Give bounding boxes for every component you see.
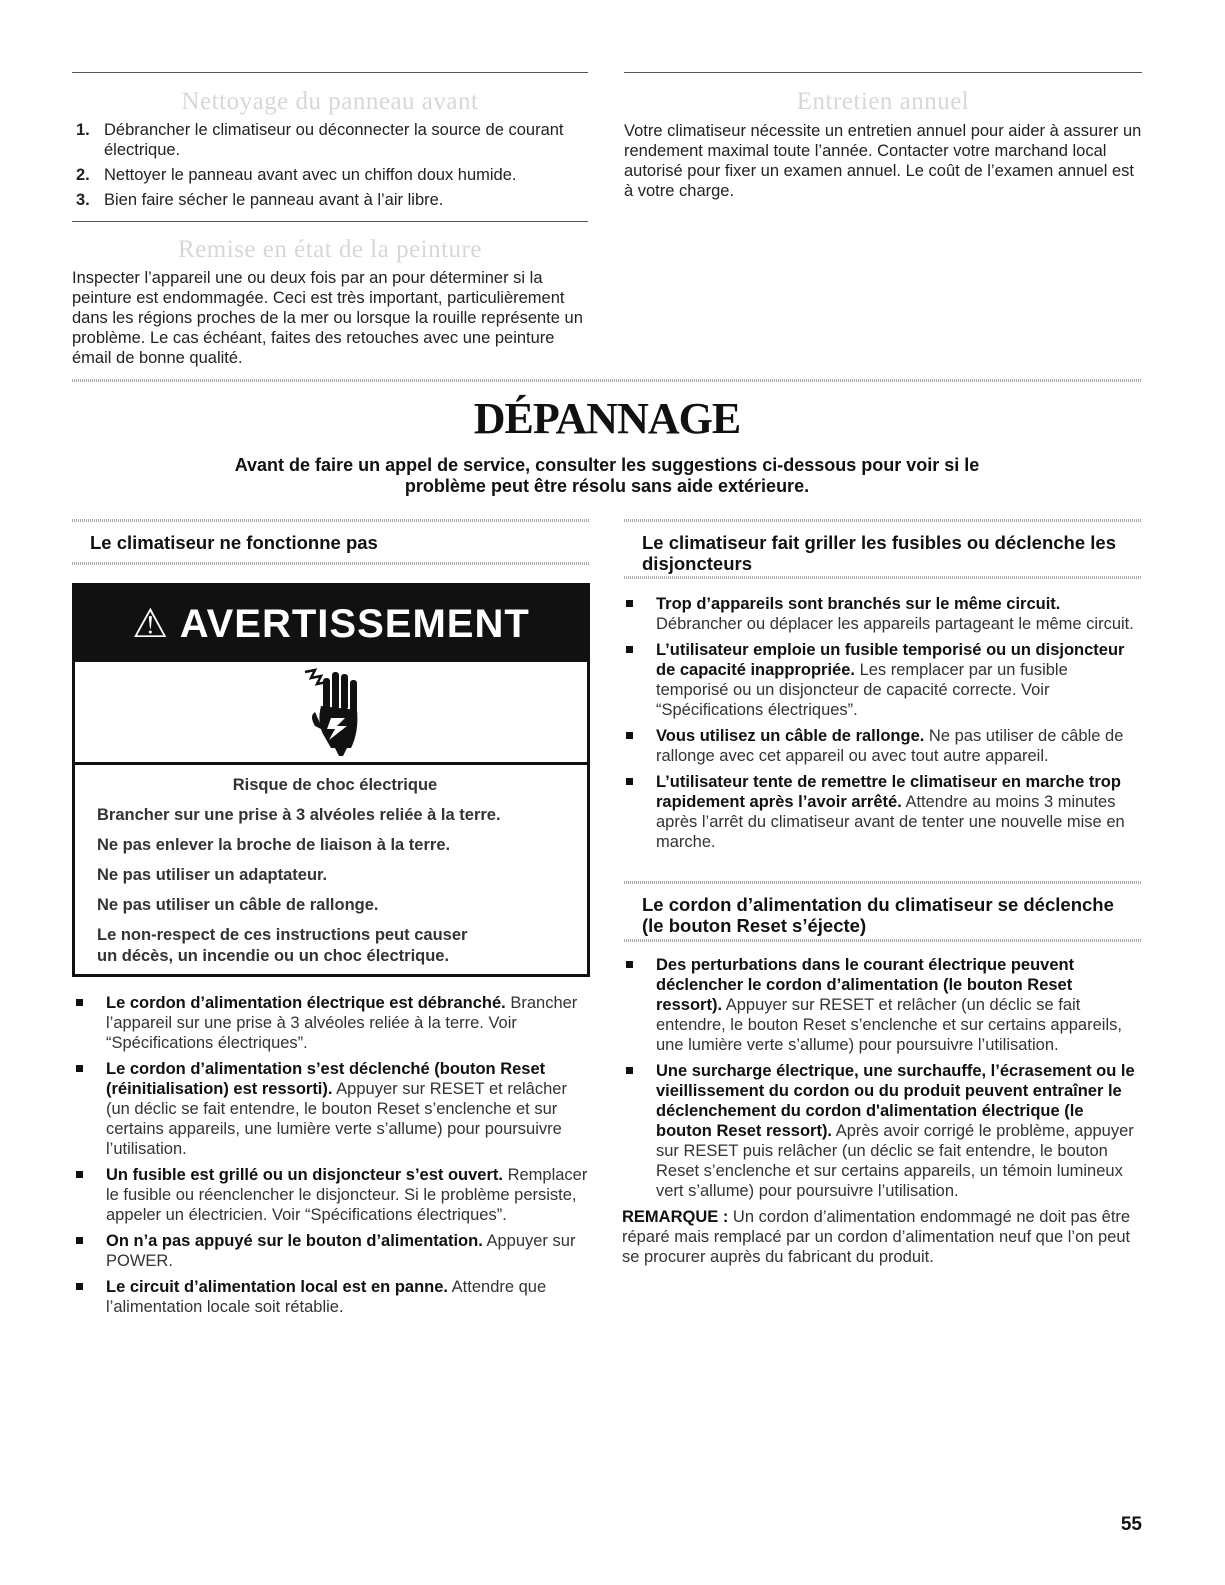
bullet-icon (76, 999, 83, 1006)
bullet-icon (626, 778, 633, 785)
cause-text: Ne pas utiliser de câble de rallonge avec cet appareil ou avec tout autre appareil. (656, 727, 1124, 765)
step-text: Débrancher le climatiseur ou déconnecter la source de courant électrique. (104, 121, 564, 159)
section-heading: Le climatiseur ne fonctionne pas (90, 532, 378, 553)
right-causes-list-2 (622, 955, 1142, 1267)
cause-text: Appuyer sur RESET et relâcher (un déclic se fait entendre, le bouton Reset s’enclenche et sur certains appareils, une lumière verte s’allume) pour poursuivre l’utilisation. (106, 1080, 567, 1158)
list-item (72, 993, 592, 1053)
cause-title: Un fusible est grillé ou un disjoncteur s’est ouvert. (106, 1166, 503, 1184)
cause-title: Le circuit d’alimentation local est en panne. (106, 1278, 448, 1296)
step-item (72, 165, 588, 185)
annual-title: Entretien annuel (796, 88, 970, 115)
warning-line: Risque de choc électrique (232, 776, 438, 794)
warning-line: Ne pas utiliser un câble de rallonge. (97, 896, 379, 914)
list-item (622, 726, 1142, 766)
intro-line: Avant de faire un appel de service, consulter les suggestions ci-dessous pour voir si le (234, 455, 980, 475)
list-item (72, 1277, 592, 1317)
bullet-icon (76, 1237, 83, 1244)
intro-text (72, 455, 1142, 497)
left-causes-list (72, 993, 592, 1323)
warning-icon-area (75, 662, 587, 765)
bullet-icon (626, 732, 633, 739)
list-item (622, 955, 1142, 1055)
cause-title: Une surcharge électrique, une surchauffe, l’écrasement ou le vieillissement du cordon ou du produit peuvent entraîner le déclenchement du cordon d'alimentation électrique (le bouton Reset ressort). (656, 1062, 1135, 1140)
warning-line: Le non-respect de ces instructions peut causer (97, 926, 468, 944)
section-heading: Le cordon d’alimentation du climatiseur se déclenche (le bouton Reset s’éjecte) (642, 894, 1114, 936)
section-divider (72, 72, 588, 73)
section-divider (624, 881, 1142, 884)
cause-text: Appuyer sur RESET et relâcher (un déclic se fait entendre, le bouton Reset s’enclenche et sur certains appareils, une lumière verte s’allume) pour poursuivre l’utilisation. (656, 996, 1122, 1054)
intro-line: problème peut être résolu sans aide extérieure. (404, 476, 810, 496)
bullet-icon (626, 646, 633, 653)
list-item (72, 1231, 592, 1271)
annual-text: Votre climatiseur nécessite un entretien annuel pour aider à assurer un rendement maximal toute l’année. Contacter votre marchand local autorisé pour fixer un examen annuel. Le coût de l’examen annuel est à votre charge. (624, 122, 1142, 200)
warning-line: un décès, un incendie ou un choc électrique. (97, 947, 450, 965)
cause-title: L’utilisateur emploie un fusible temporisé ou un disjoncteur de capacité inappropriée. (656, 641, 1125, 679)
paint-text: Inspecter l’appareil une ou deux fois par an pour déterminer si la peinture est endommagée. Ceci est très important, particulièrement dans les régions proches de la mer ou lorsque la rouille représente un problème. Le cas échéant, faites des retouches avec une peinture émail de bonne qualité. (72, 269, 583, 367)
step-number: 3. (76, 191, 90, 209)
list-item (622, 1061, 1142, 1201)
cause-title: Trop d’appareils sont branchés sur le même circuit. (656, 595, 1061, 613)
note-text: Un cordon d’alimentation endommagé ne doit pas être réparé mais remplacé par un cordon d’alimentation neuf que l’on peut se procurer auprès du fabricant du produit. (622, 1208, 1131, 1266)
electric-shock-hand-icon (301, 666, 365, 758)
note-label: REMARQUE : (622, 1208, 729, 1226)
cause-text: Débrancher ou déplacer les appareils partageant le même circuit. (656, 615, 1134, 633)
right-causes-list-1 (622, 594, 1142, 858)
cause-title: L’utilisateur tente de remettre le climatiseur en marche trop rapidement après l’avoir arrêté. (656, 773, 1121, 811)
list-item (72, 1059, 592, 1159)
cause-text: Brancher l’appareil sur une prise à 3 alvéoles reliée à la terre. Voir “Spécifications électriques”. (106, 994, 578, 1052)
bullet-icon (626, 600, 633, 607)
step-number: 2. (76, 166, 90, 184)
section-divider (72, 519, 590, 522)
cause-text: Attendre que l’alimentation locale soit rétablie. (106, 1278, 547, 1316)
cause-title: Le cordon d’alimentation électrique est débranché. (106, 994, 506, 1012)
warning-title: AVERTISSEMENT (179, 602, 530, 646)
cause-title: Des perturbations dans le courant électrique peuvent déclencher le cordon d’alimentation (le bouton Reset ressort). (656, 956, 1075, 1014)
step-number: 1. (76, 121, 90, 139)
cause-title: Vous utilisez un câble de rallonge. (656, 727, 925, 745)
section-divider (624, 519, 1142, 522)
cause-text: Après avoir corrigé le problème, appuyer sur RESET puis relâcher (un déclic se fait entendre, le bouton Reset s’enclenche et sur certains appareils, un témoin lumineux vert s’allume) pour poursuivre l’utilisation. (656, 1122, 1134, 1200)
bullet-icon (626, 961, 633, 968)
step-item (72, 190, 588, 210)
bullet-icon (76, 1283, 83, 1290)
bullet-icon (626, 1067, 633, 1074)
front-panel-steps (72, 120, 588, 215)
cause-text: Attendre au moins 3 minutes après l’arrêt du climatiseur avant de tenter une nouvelle mise en marche. (656, 793, 1125, 851)
warning-header (75, 586, 587, 662)
page-number: 55 (1120, 1514, 1142, 1535)
warning-text (75, 765, 587, 967)
section-divider (72, 221, 588, 222)
warning-box (72, 583, 590, 977)
cause-title: Le cordon d’alimentation s’est déclenché (bouton Reset (réinitialisation) est ressorti). (106, 1060, 546, 1098)
title-divider (72, 379, 1142, 382)
section-divider (624, 939, 1142, 942)
section-divider (624, 72, 1142, 73)
cause-text: Les remplacer par un fusible temporisé ou un disjoncteur de capacité correcte. Voir “Spécifications électriques”. (656, 661, 1068, 719)
list-item (622, 594, 1142, 634)
paint-title: Remise en état de la peinture (178, 236, 482, 263)
list-item (72, 1165, 592, 1225)
bullet-icon (76, 1065, 83, 1072)
step-item (72, 120, 588, 160)
warning-line: Brancher sur une prise à 3 alvéoles reliée à la terre. (97, 806, 501, 824)
section-divider (624, 576, 1142, 579)
list-item (622, 640, 1142, 720)
cause-text: Remplacer le fusible ou réenclencher le disjoncteur. Si le problème persiste, appeler un électricien. Voir “Spécifications électriques”. (106, 1166, 588, 1224)
front-panel-title: Nettoyage du panneau avant (181, 88, 479, 115)
warning-line: Ne pas utiliser un adaptateur. (97, 866, 328, 884)
warning-triangle-icon: ⚠ (132, 602, 170, 646)
bullet-icon (76, 1171, 83, 1178)
cause-text: Appuyer sur POWER. (106, 1232, 576, 1270)
step-text: Bien faire sécher le panneau avant à l’air libre. (104, 191, 444, 209)
list-item (622, 772, 1142, 852)
page-title: DÉPANNAGE (473, 394, 741, 443)
step-text: Nettoyer le panneau avant avec un chiffon doux humide. (104, 166, 517, 184)
section-divider (72, 562, 590, 565)
section-heading: Le climatiseur fait griller les fusibles ou déclenche les disjoncteurs (642, 532, 1116, 574)
cause-title: On n’a pas appuyé sur le bouton d’alimentation. (106, 1232, 483, 1250)
warning-line: Ne pas enlever la broche de liaison à la terre. (97, 836, 451, 854)
note-paragraph (622, 1207, 1142, 1267)
